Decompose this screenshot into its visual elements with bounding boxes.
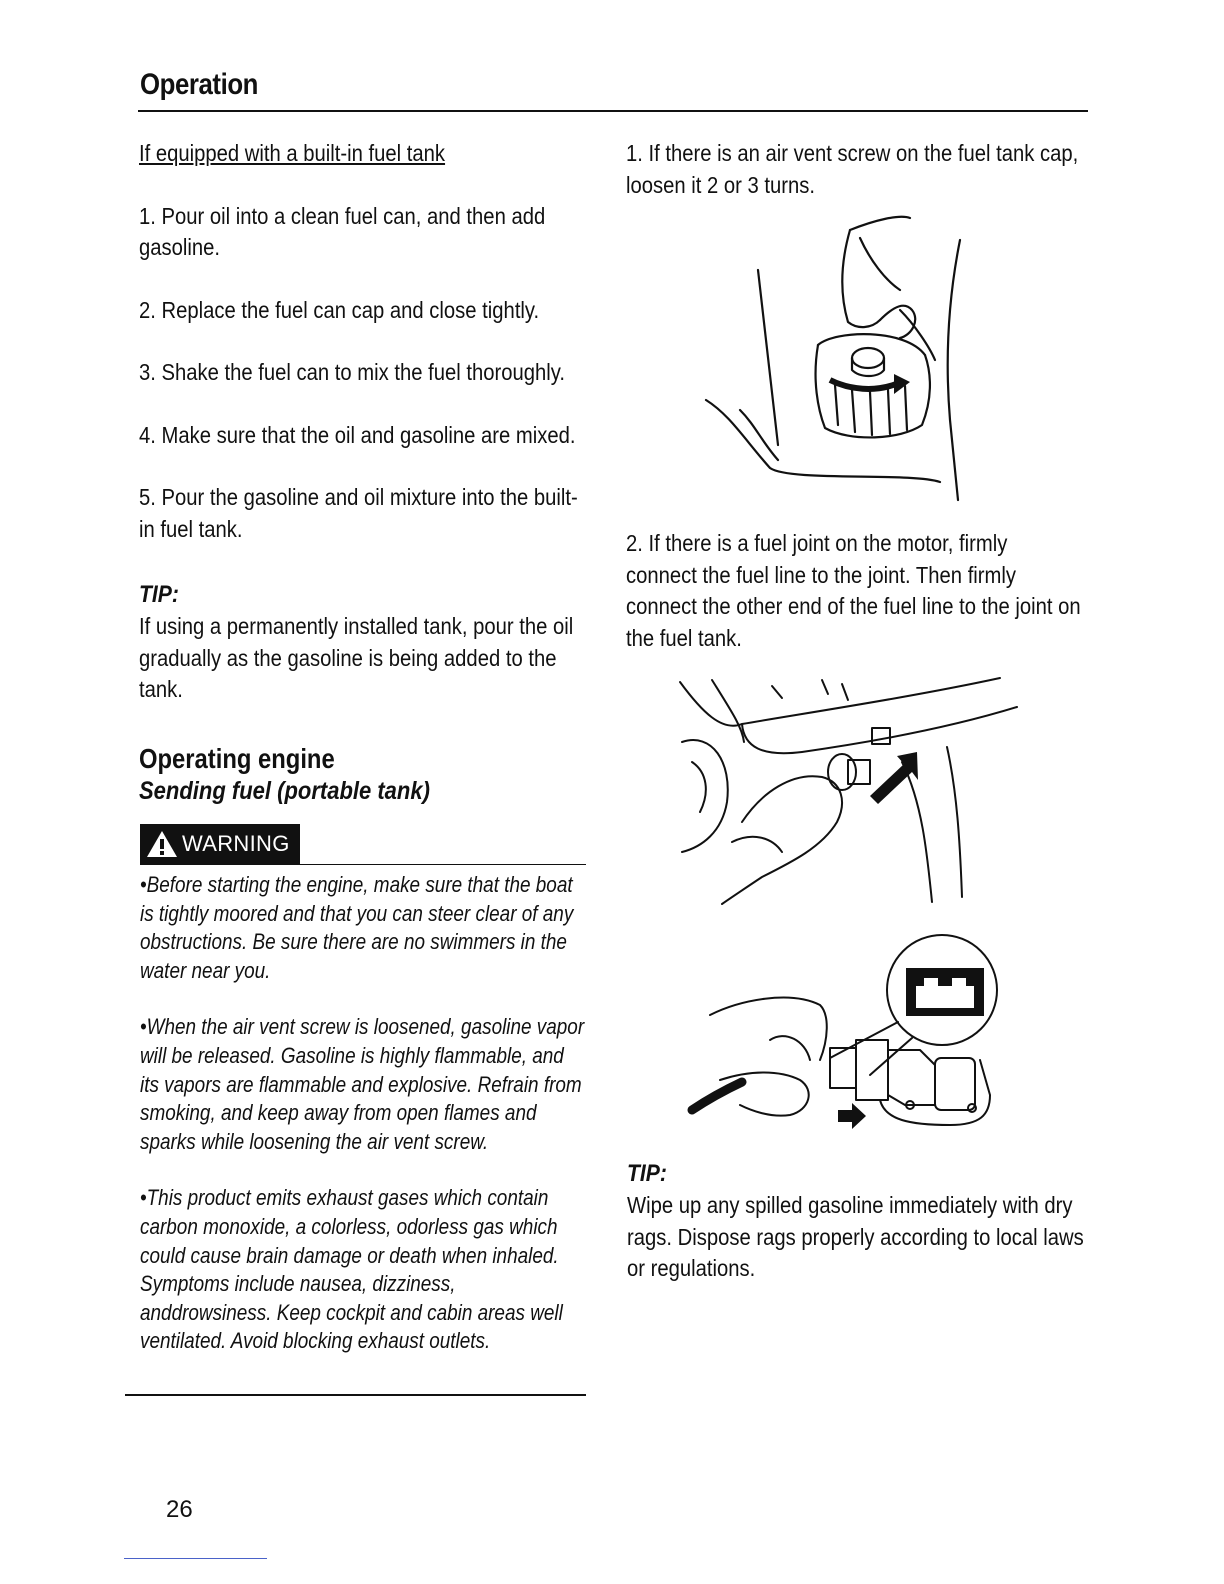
warning-item-2: •When the air vent screw is loosened, gasoline vapor will be released. Gasoline is highly flammable, and its vapors are flammable and explosive. Refrain from smoking, and keep away from open flames and sparks while loosening the air vent screw. bbox=[140, 1014, 585, 1154]
warning-item-1: •Before starting the engine, make sure that the boat is tightly moored and that you can steer clear of any obstructions. Be sure there are no swimmers in the water near you. bbox=[140, 872, 574, 983]
fuel-cap-illustration bbox=[700, 210, 1000, 505]
warning-badge bbox=[140, 824, 300, 864]
warning-icon bbox=[146, 830, 178, 858]
page-title: Operation bbox=[140, 68, 258, 101]
left-column bbox=[139, 138, 589, 807]
right-step-2: 2. If there is a fuel joint on the motor, firmly connect the fuel line to the joint. Then firmly connect the other end of the fuel line to the joint on the fuel tank. bbox=[626, 530, 1081, 651]
step-5: 5. Pour the gasoline and oil mixture into the built-in fuel tank. bbox=[139, 484, 578, 542]
step-2: 2. Replace the fuel can cap and close tightly. bbox=[139, 296, 540, 323]
tip-label: TIP: bbox=[139, 581, 179, 608]
section-subtitle: Sending fuel (portable tank) bbox=[139, 776, 430, 805]
right-step-2-wrap bbox=[626, 528, 1086, 654]
right-column bbox=[626, 138, 1086, 201]
section-title: Operating engine bbox=[139, 742, 335, 774]
warning-box bbox=[125, 824, 586, 1356]
warning-label: WARNING bbox=[182, 831, 290, 856]
right-step-1: 1. If there is an air vent screw on the fuel tank cap, loosen it 2 or 3 turns. bbox=[626, 140, 1079, 198]
page-number: 26 bbox=[166, 1496, 193, 1523]
right-tip-label: TIP: bbox=[627, 1160, 667, 1187]
page-header bbox=[138, 66, 1088, 112]
tip-text: If using a permanently installed tank, pour the oil gradually as the gasoline is being added to the tank. bbox=[139, 613, 574, 702]
step-1: 1. Pour oil into a clean fuel can, and then add gasoline. bbox=[139, 202, 546, 260]
right-tip-text: Wipe up any spilled gasoline immediately with dry rags. Dispose rags properly according to local laws or regulations. bbox=[627, 1192, 1084, 1281]
step-3: 3. Shake the fuel can to mix the fuel thoroughly. bbox=[139, 359, 566, 385]
warning-body bbox=[125, 865, 586, 1356]
step-4: 4. Make sure that the oil and gasoline are mixed. bbox=[139, 421, 576, 448]
right-tip bbox=[627, 1160, 1087, 1285]
warning-item-3: •This product emits exhaust gases which contain carbon monoxide, a colorless, odorless gas which could cause brain damage or death when inhaled. Symptoms include nausea, dizziness, anddrowsiness. Keep cockpit and cabin areas well ventilated. Avoid blocking exhaust outlets. bbox=[140, 1185, 563, 1354]
warning-bottom-rule bbox=[125, 1394, 586, 1396]
footer-line bbox=[124, 1558, 267, 1559]
motor-fuel-joint-illustration bbox=[672, 672, 1022, 907]
section-subtitle-builtin-tank: If equipped with a built-in fuel tank bbox=[139, 140, 446, 166]
tank-connector-illustration bbox=[680, 930, 1010, 1140]
